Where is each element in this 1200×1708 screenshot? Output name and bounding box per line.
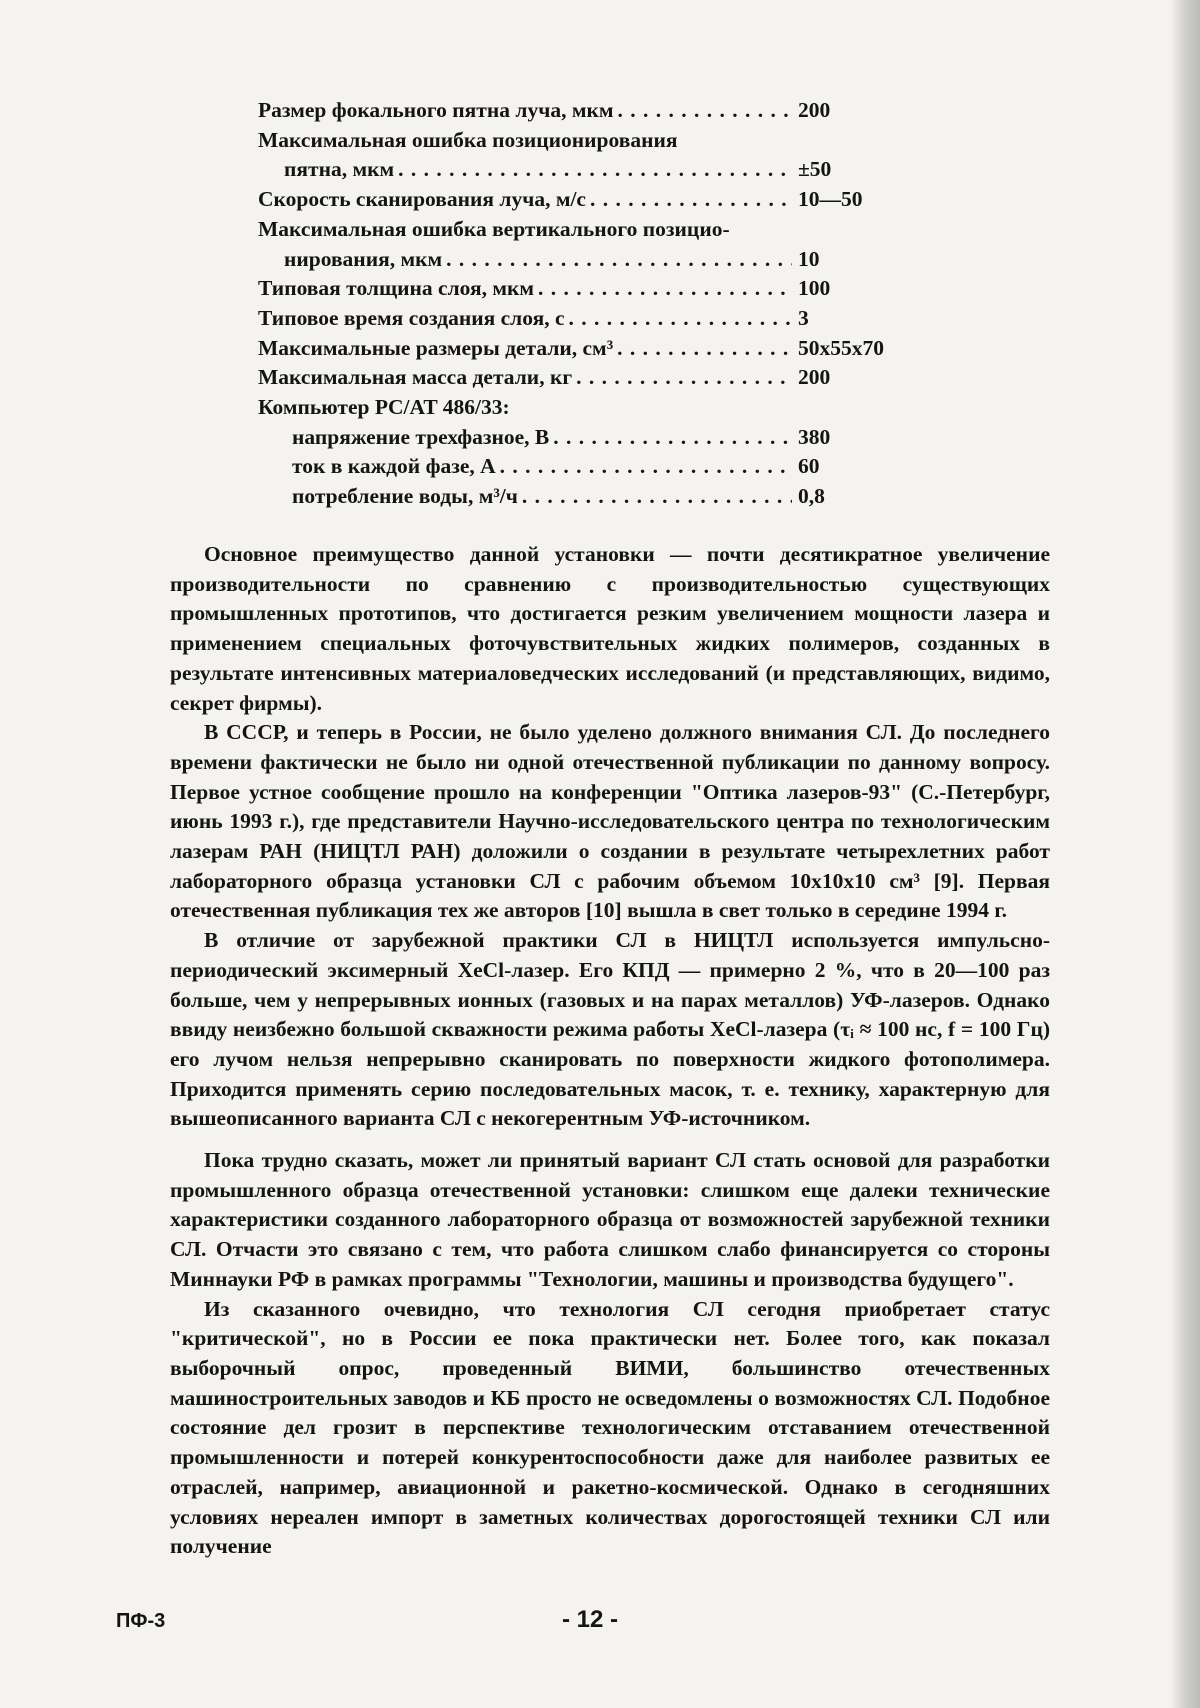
dot-leader	[553, 423, 792, 453]
dot-leader	[618, 96, 793, 126]
spec-row	[258, 274, 898, 304]
spec-value: 10—50	[798, 187, 863, 212]
paragraph: Пока трудно сказать, может ли принятый вариант СЛ стать основой для разработки промышленного образца отечественной установки: слишком еще далеки технические характеристики созданного лабораторного образца от возможностей зарубежной техники СЛ. Отчасти это связано с тем, что работа слишком слабо финансируется со стороны Миннауки РФ в рамках программы "Технологии, машины и производства будущего".	[170, 1148, 1050, 1291]
spec-label: ток в каждой фазе, А	[292, 454, 496, 479]
paragraph: В СССР, и теперь в России, не было уделено должного внимания СЛ. До последнего времени фактически не было ни одной отечественной публикации по данному вопросу. Первое устное сообщение прошло на конференции "Оптика лазеров-93" (С.-Петербург, июнь 1993 г.), где представители Научно-исследовательского центра по технологическим лазерам РАН (НИЦТЛ РАН) доложили о создании в результате четырехлетних работ лабораторного образца установки СЛ с рабочим объемом 10x10x10 см³ [9]. Первая отечественная публикация тех же авторов [10] вышла в свет только в середине 1994 г.	[170, 720, 1050, 923]
spec-value: ±50	[798, 157, 832, 182]
dot-leader	[590, 185, 792, 215]
body-text	[170, 540, 1050, 1562]
spec-heading: Максимальная ошибка вертикального позицио-	[258, 216, 730, 241]
spec-heading: Максимальная ошибка позиционирования	[258, 127, 678, 152]
dot-leader	[398, 155, 792, 185]
spec-table	[258, 96, 898, 512]
spec-label: Типовая толщина слоя, мкм	[258, 276, 535, 301]
spec-label: нирования, мкм	[284, 246, 443, 271]
spec-row	[258, 452, 898, 482]
dot-leader	[538, 274, 792, 304]
spec-row	[258, 96, 898, 126]
spec-label: Скорость сканирования луча, м/с	[258, 187, 586, 212]
dot-leader	[569, 304, 792, 334]
spec-row	[258, 185, 898, 215]
spec-value: 3	[798, 305, 809, 330]
spec-label: Максимальная масса детали, кг	[258, 365, 573, 390]
spec-row	[258, 482, 898, 512]
spec-label: пятна, мкм	[284, 157, 395, 182]
spec-value: 50x55x70	[798, 335, 884, 360]
spec-label: напряжение трехфазное, В	[292, 424, 550, 449]
page-number: - 12 -	[562, 1606, 619, 1633]
dot-leader	[446, 245, 792, 275]
spec-row	[258, 423, 898, 453]
spec-row	[258, 304, 898, 334]
dot-leader	[617, 334, 792, 364]
spec-value: 200	[798, 365, 831, 390]
spec-value: 0,8	[798, 484, 825, 509]
spec-row	[258, 363, 898, 393]
paragraph: В отличие от зарубежной практики СЛ в НИЦТЛ используется импульсно-периодический эксимерный XeCl-лазер. Его КПД — примерно 2 %, что в 20—100 раз больше, чем у непрерывных ионных (газовых и на парах металлов) УФ-лазеров. Однако ввиду неизбежно большой скважности режима работы XeCl-лазера (τᵢ ≈ 100 нс, f = 100 Гц) его лучом нельзя непрерывно сканировать по поверхности жидкого фотополимера. Приходится применять серию последовательных масок, т. е. технику, характерную для вышеописанного варианта СЛ с некогерентным УФ-источником.	[170, 928, 1050, 1131]
spec-label: потребление воды, м³/ч	[292, 484, 518, 509]
page-edge-shadow	[1170, 0, 1200, 1708]
dot-leader	[522, 482, 792, 512]
spec-row	[258, 155, 898, 185]
footer-code: ПФ-3	[116, 1610, 166, 1632]
spec-value: 10	[798, 246, 820, 271]
spec-value: 200	[798, 98, 831, 122]
spec-label: Размер фокального пятна луча, мкм	[258, 98, 614, 122]
dot-leader	[500, 452, 792, 482]
paragraph: Из сказанного очевидно, что технология СЛ сегодня приобретает статус "критической", но в России ее пока практически нет. Более того, как показал выборочный опрос, проведенный ВИМИ, большинство отечественных машиностроительных заводов и КБ просто не осведомлены о возможностях СЛ. Подобное состояние дел грозит в перспективе технологическим отставанием отечественной промышленности и потерей конкурентоспособности даже для наиболее развитых ее отраслей, например, авиационной и ракетно-космической. Однако в сегодняшних условиях нереален импорт в заметных количествах дорогостоящей техники СЛ или получение	[170, 1296, 1050, 1559]
spec-label: Максимальные размеры детали, см³	[258, 335, 614, 360]
spec-value: 380	[798, 424, 831, 449]
spec-row	[258, 334, 898, 364]
spec-row	[258, 245, 898, 275]
dot-leader	[576, 363, 792, 393]
spec-label: Типовое время создания слоя, с	[258, 305, 565, 330]
spec-heading: Компьютер PC/AT 486/33:	[258, 395, 510, 420]
spec-value: 60	[798, 454, 820, 479]
spec-value: 100	[798, 276, 831, 301]
paragraph: Основное преимущество данной установки — почти десятикратное увеличение производительности по сравнению с производительностью существующих промышленных прототипов, что достигается резким увеличением мощности лазера и применением специальных фоточувствительных жидких полимеров, созданных в результате интенсивных материаловедческих исследований (и представляющих, видимо, секрет фирмы).	[170, 542, 1050, 715]
